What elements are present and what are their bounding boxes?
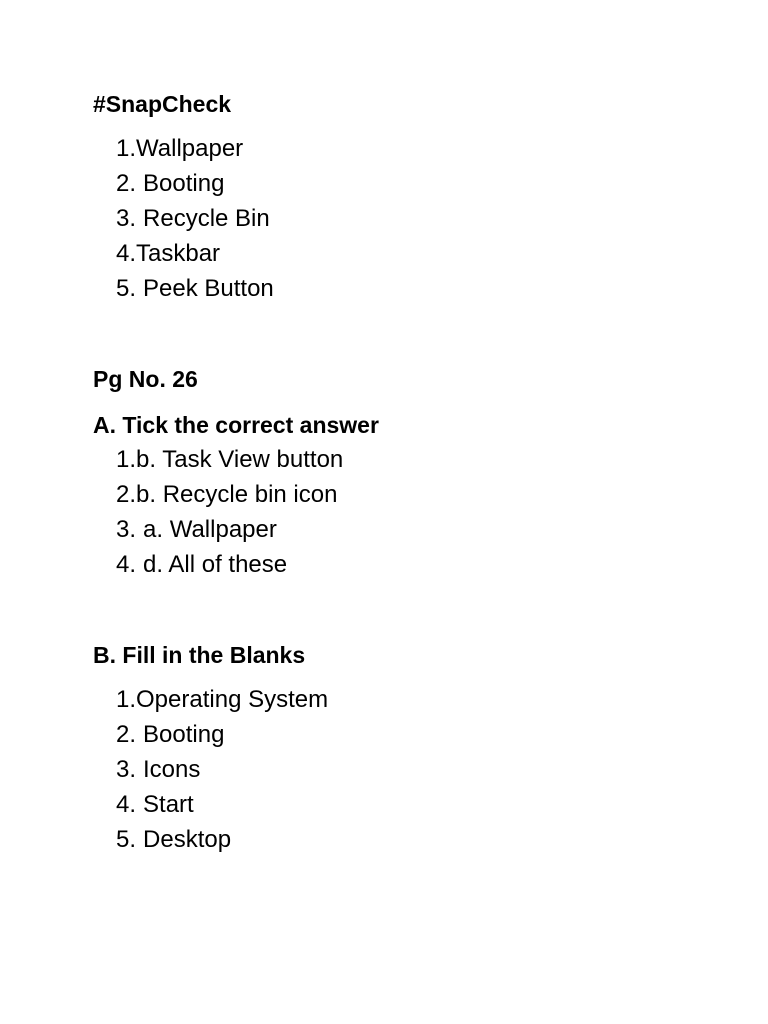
item-text: Booting <box>143 170 225 197</box>
list-item <box>116 752 328 787</box>
snapcheck-heading: #SnapCheck <box>93 91 232 117</box>
section-b-list <box>116 682 328 857</box>
item-number: 3. <box>116 205 137 232</box>
item-number: 2. <box>116 170 137 197</box>
item-text: Wallpaper <box>136 135 244 162</box>
item-text: Operating System <box>136 686 329 713</box>
list-item <box>116 201 274 236</box>
list-item <box>116 271 274 306</box>
item-text: Recycle Bin <box>143 205 270 232</box>
item-number: 2. <box>116 481 137 508</box>
item-number: 3. <box>116 516 137 543</box>
item-text: b. Recycle bin icon <box>136 481 338 508</box>
list-item <box>116 682 328 717</box>
section-a-heading: A. Tick the correct answer <box>93 412 379 438</box>
item-number: 4. <box>116 240 137 267</box>
item-number: 2. <box>116 721 137 748</box>
list-item <box>116 512 343 547</box>
item-text: a. Wallpaper <box>143 516 277 543</box>
item-text: Start <box>143 791 194 818</box>
list-item <box>116 717 328 752</box>
item-text: b. Task View button <box>136 446 344 473</box>
snapcheck-list <box>116 131 274 306</box>
list-item <box>116 787 328 822</box>
list-item <box>116 822 328 857</box>
item-number: 4. <box>116 551 137 578</box>
item-text: Icons <box>143 756 201 783</box>
item-text: Desktop <box>143 826 232 853</box>
item-text: Booting <box>143 721 225 748</box>
item-number: 1. <box>116 446 137 473</box>
list-item <box>116 236 274 271</box>
item-text: Taskbar <box>136 240 221 267</box>
item-number: 5. <box>116 826 137 853</box>
item-number: 1. <box>116 686 137 713</box>
item-number: 5. <box>116 275 137 302</box>
item-text: Peek Button <box>143 275 274 302</box>
item-number: 4. <box>116 791 137 818</box>
section-a-list <box>116 442 343 582</box>
list-item <box>116 166 274 201</box>
list-item <box>116 477 343 512</box>
item-text: d. All of these <box>143 551 288 578</box>
page-number-heading: Pg No. 26 <box>93 366 198 392</box>
list-item <box>116 547 343 582</box>
item-number: 1. <box>116 135 137 162</box>
list-item <box>116 131 274 166</box>
section-b-heading: B. Fill in the Blanks <box>93 642 306 668</box>
list-item <box>116 442 343 477</box>
item-number: 3. <box>116 756 137 783</box>
